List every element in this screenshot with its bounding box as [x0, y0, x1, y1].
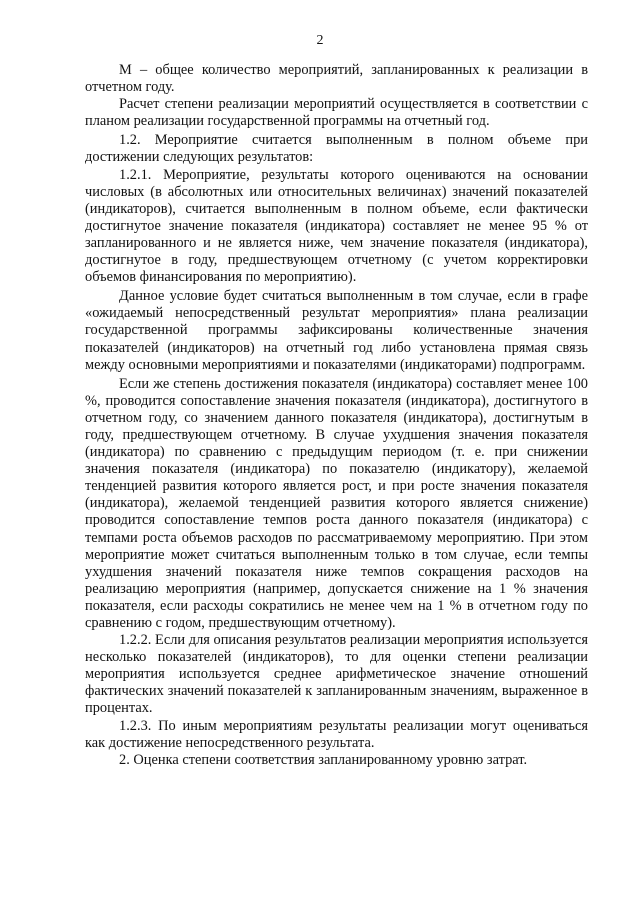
- page-number: 2: [316, 33, 324, 48]
- paragraph-m-definition: М – общее количество мероприятий, запланированных к реализации в отчетном году.: [85, 62, 588, 96]
- paragraph-indicator-comparison: Если же степень достижения показателя (индикатора) составляет менее 100 %, проводится сопоставление значения показателя (индикатора), достигнутого в отчетном году, со значением данного показателя (индикатора), достигнутым в году, предшествующем отчетному. В случае ухудшения значения показателя (индикатора) по сравнению с предыдущим периодом (т. е. при снижении значения показателя (индикатора) по показателю (индикатору), желаемой тенденцией развития которого является рост, и при росте значения показателя (индикатора), желаемой тенденцией развития которого является снижение) проводится сопоставление темпов роста данного показателя (индикатора) с темпами роста объемов расходов по рассматриваемому мероприятию. При этом мероприятие может считаться выполненным только в том случае, если темпы ухудшения значений показателя ниже темпов сокращения расходов на реализацию мероприятия (например, допускается снижение на 1 % значения показателя, если расходы сократились не менее чем на 1 % в отчетном году по сравнению с годом, предшествующим отчетному).: [85, 375, 588, 631]
- paragraph-section-1-2-1: 1.2.1. Мероприятие, результаты которого оцениваются на основании числовых (в абсолютных или относительных величинах) значений показателей (индикаторов), считается выполненным в полном объеме, если фактически достигнутое значение показателя (индикатора) составляет не менее 95 % от запланированного и не является ниже, чем значение показателя (индикатора), достигнутое в году, предшествующем отчетному (с учетом корректировки объемов финансирования по мероприятию).: [85, 166, 588, 286]
- paragraph-section-1-2: 1.2. Мероприятие считается выполненным в полном объеме при достижении следующих результатов:: [85, 132, 588, 166]
- paragraph-section-1-2-2: 1.2.2. Если для описания результатов реализации мероприятия используется несколько показателей (индикаторов), то для оценки степени реализации мероприятия используется среднее арифметическое значение отношений фактических значений показателей к запланированным значениям, выраженное в процентах.: [85, 632, 588, 717]
- paragraph-calculation-basis: Расчет степени реализации мероприятий осуществляется в соответствии с планом реализации государственной программы на отчетный год.: [85, 96, 588, 130]
- document-body: [85, 62, 588, 769]
- paragraph-section-2: 2. Оценка степени соответствия запланированному уровню затрат.: [119, 751, 528, 768]
- paragraph-condition: Данное условие будет считаться выполненным в том случае, если в графе «ожидаемый непосредственный результат мероприятия» плана реализации государственной программы зафиксированы количественные значения показателей (индикаторов) на отчетный год либо установлена прямая связь между основными мероприятиями и показателями (индикаторами) подпрограмм.: [85, 288, 588, 373]
- paragraph-section-1-2-3: 1.2.3. По иным мероприятиям результаты реализации могут оцениваться как достижение непосредственного результата.: [85, 717, 588, 751]
